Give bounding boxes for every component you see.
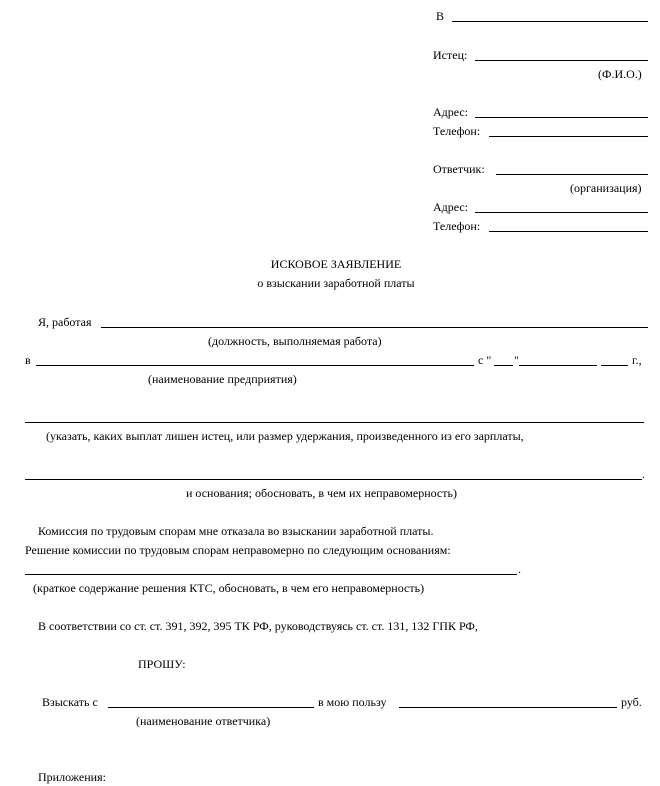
working-label: Я, работая: [38, 315, 92, 329]
payments-hint: (указать, каких выплат лишен истец, или размер удержания, произведенного из его зарплаты,: [46, 429, 524, 443]
plaintiff-name-line: [475, 60, 648, 61]
defendant-phone-label: Телефон:: [433, 219, 481, 233]
defendant-name-hint: (наименование ответчика): [136, 714, 271, 728]
defendant-label: Ответчик:: [433, 162, 485, 176]
enterprise-hint: (наименование предприятия): [148, 372, 297, 386]
payments-line: [25, 422, 644, 423]
defendant-phone-line: [489, 231, 648, 232]
attachments-label: Приложения:: [38, 770, 106, 784]
recover-label: Взыскать с: [42, 695, 98, 709]
defendant-address-line: [475, 212, 648, 213]
in-label: в: [25, 353, 31, 367]
organization-hint: (организация): [570, 181, 642, 195]
position-line: [101, 327, 648, 328]
plaintiff-phone-label: Телефон:: [433, 124, 481, 138]
court-label: В: [436, 9, 445, 23]
month-line: [519, 365, 597, 366]
document-title: ИСКОВОЕ ЗАЯВЛЕНИЕ: [270, 257, 402, 271]
document-subtitle: о взыскании заработной платы: [257, 276, 415, 290]
quote-close: ": [514, 353, 519, 367]
defendant-name-line: [496, 174, 648, 175]
year-label: г.,: [632, 353, 642, 367]
grounds-line: [25, 479, 642, 480]
kts-period: .: [518, 562, 521, 576]
plaintiff-label: Истец:: [433, 48, 468, 62]
grounds-hint: и основания; обосновать, в чем их неправомерность): [186, 486, 457, 500]
in-my-favor-label: в мою пользу: [318, 695, 387, 709]
since-label: с ": [478, 353, 492, 367]
plaintiff-address-label: Адрес:: [433, 105, 469, 119]
kts-reasons-line: [25, 574, 517, 575]
currency-label: руб.: [621, 695, 642, 709]
fio-hint: (Ф.И.О.): [598, 67, 642, 81]
commission-refused-text: Комиссия по трудовым спорам мне отказала во взыскании заработной платы.: [38, 524, 434, 538]
request-heading: ПРОШУ:: [138, 657, 186, 671]
position-hint: (должность, выполняемая работа): [208, 334, 382, 348]
plaintiff-phone-line: [489, 136, 648, 137]
day-line: [494, 365, 513, 366]
defendant-recover-line: [108, 707, 314, 708]
amount-line: [399, 707, 617, 708]
decision-unlawful-text: Решение комиссии по трудовым спорам неправомерно по следующим основаниям:: [25, 543, 451, 557]
year-line: [601, 365, 628, 366]
kts-hint: (краткое содержание решения КТС, обосновать, в чем его неправомерность): [33, 581, 425, 595]
defendant-address-label: Адрес:: [433, 200, 469, 214]
legal-basis-text: В соответствии со ст. ст. 391, 392, 395 ТК РФ, руководствуясь ст. ст. 131, 132 ГПК РФ,: [38, 619, 478, 633]
enterprise-line: [36, 365, 474, 366]
grounds-period: .: [642, 467, 645, 481]
court-name-line: [452, 21, 648, 22]
plaintiff-address-line: [475, 117, 648, 118]
